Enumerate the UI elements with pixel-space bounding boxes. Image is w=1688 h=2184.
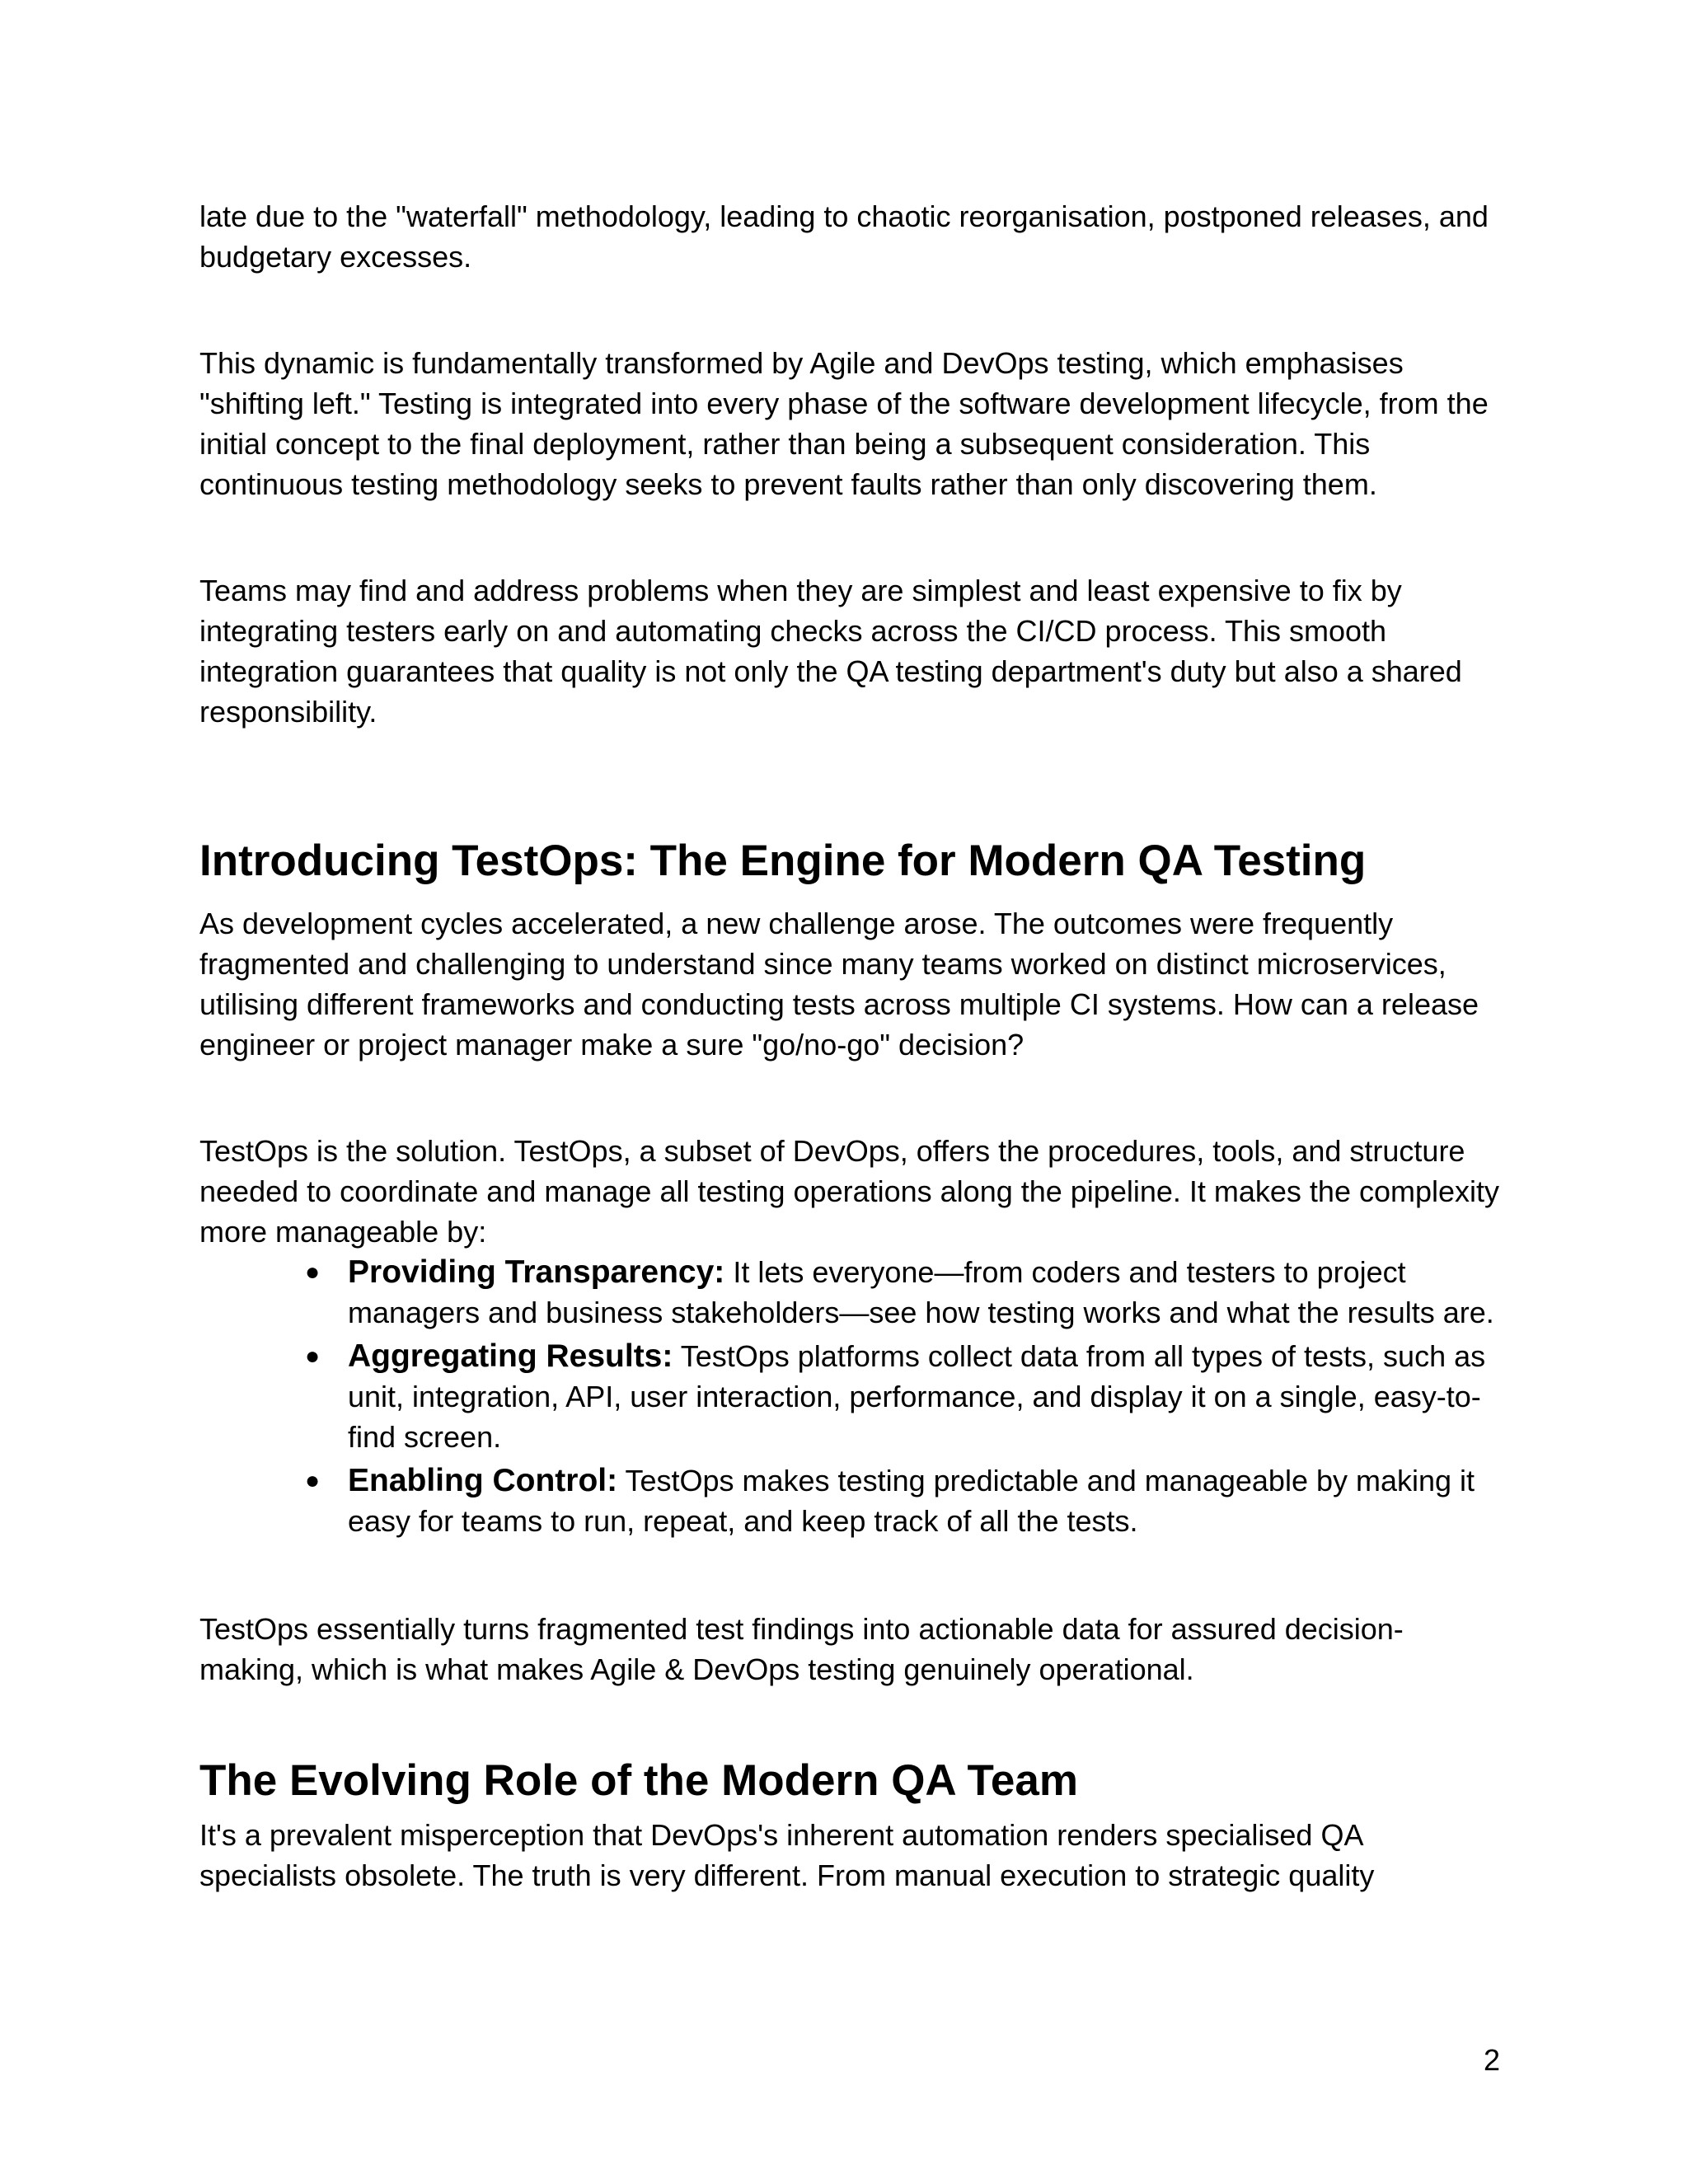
paragraph-waterfall-continuation: late due to the "waterfall" methodology, leading to chaotic reorganisation, postponed releases, and budgetary excesses.: [199, 199, 1489, 274]
list-item-term: Providing Transparency:: [348, 1254, 725, 1290]
bullet-icon: ●: [305, 1467, 321, 1494]
list-item-text: TestOps makes testing predictable and manageable by making it easy for teams to run, repeat, and keep track of all the tests.: [348, 1464, 1475, 1538]
paragraph-qa-misperception: It's a prevalent misperception that DevOps's inherent automation renders specialised QA specialists obsolete. The truth is very different. From manual execution to strategic quality: [199, 1818, 1375, 1892]
list-item-term: Aggregating Results:: [348, 1338, 673, 1374]
paragraph-new-challenge: As development cycles accelerated, a new challenge arose. The outcomes were frequently fragmented and challenging to understand since many teams worked on distinct microservices, utilising different frameworks and conducting tests across multiple CI systems. How can a release engineer or project manager make a sure "go/no-go" decision?: [199, 907, 1479, 1062]
paragraph-shared-responsibility: Teams may find and address problems when they are simplest and least expensive to fix by integrating testers early on and automating checks across the CI/CD process. This smooth integration guarantees that quality is not only the QA testing department's duty but also a shared responsibility.: [199, 574, 1462, 729]
paragraph-testops-solution: TestOps is the solution. TestOps, a subset of DevOps, offers the procedures, tools, and structure needed to coordinate and manage all testing operations along the pipeline. It makes the complexity more manageable by:: [199, 1134, 1500, 1249]
list-item-transparency: [305, 1252, 1502, 1333]
paragraph-testops-summary: TestOps essentially turns fragmented test findings into actionable data for assured decision-making, which is what makes Agile & DevOps testing genuinely operational.: [199, 1612, 1404, 1686]
page-number: 2: [1483, 2043, 1500, 2077]
list-item-term: Enabling Control:: [348, 1463, 618, 1498]
list-item-text: TestOps platforms collect data from all types of tests, such as unit, integration, API, user interaction, performance, and display it on a single, easy-to-find screen.: [348, 1339, 1486, 1454]
section-heading-testops: Introducing TestOps: The Engine for Modern QA Testing: [199, 837, 1367, 885]
list-item-text: It lets everyone—from coders and testers to project managers and business stakeholders—see how testing works and what the results are.: [348, 1255, 1494, 1329]
page-body: [199, 196, 1502, 1896]
bullet-icon: ●: [305, 1258, 321, 1286]
list-item-control: [305, 1460, 1502, 1541]
paragraph-shift-left: This dynamic is fundamentally transformed by Agile and DevOps testing, which emphasises "shifting left." Testing is integrated into every phase of the software development lifecycle, from the initial concept to the final deployment, rather than being a subsequent consideration. This continuous testing methodology seeks to prevent faults rather than only discovering them.: [199, 346, 1489, 501]
testops-benefits-list: [199, 1252, 1502, 1541]
section-heading-qa-role: The Evolving Role of the Modern QA Team: [199, 1756, 1078, 1805]
bullet-icon: ●: [305, 1343, 321, 1370]
list-item-aggregating: [305, 1336, 1502, 1457]
